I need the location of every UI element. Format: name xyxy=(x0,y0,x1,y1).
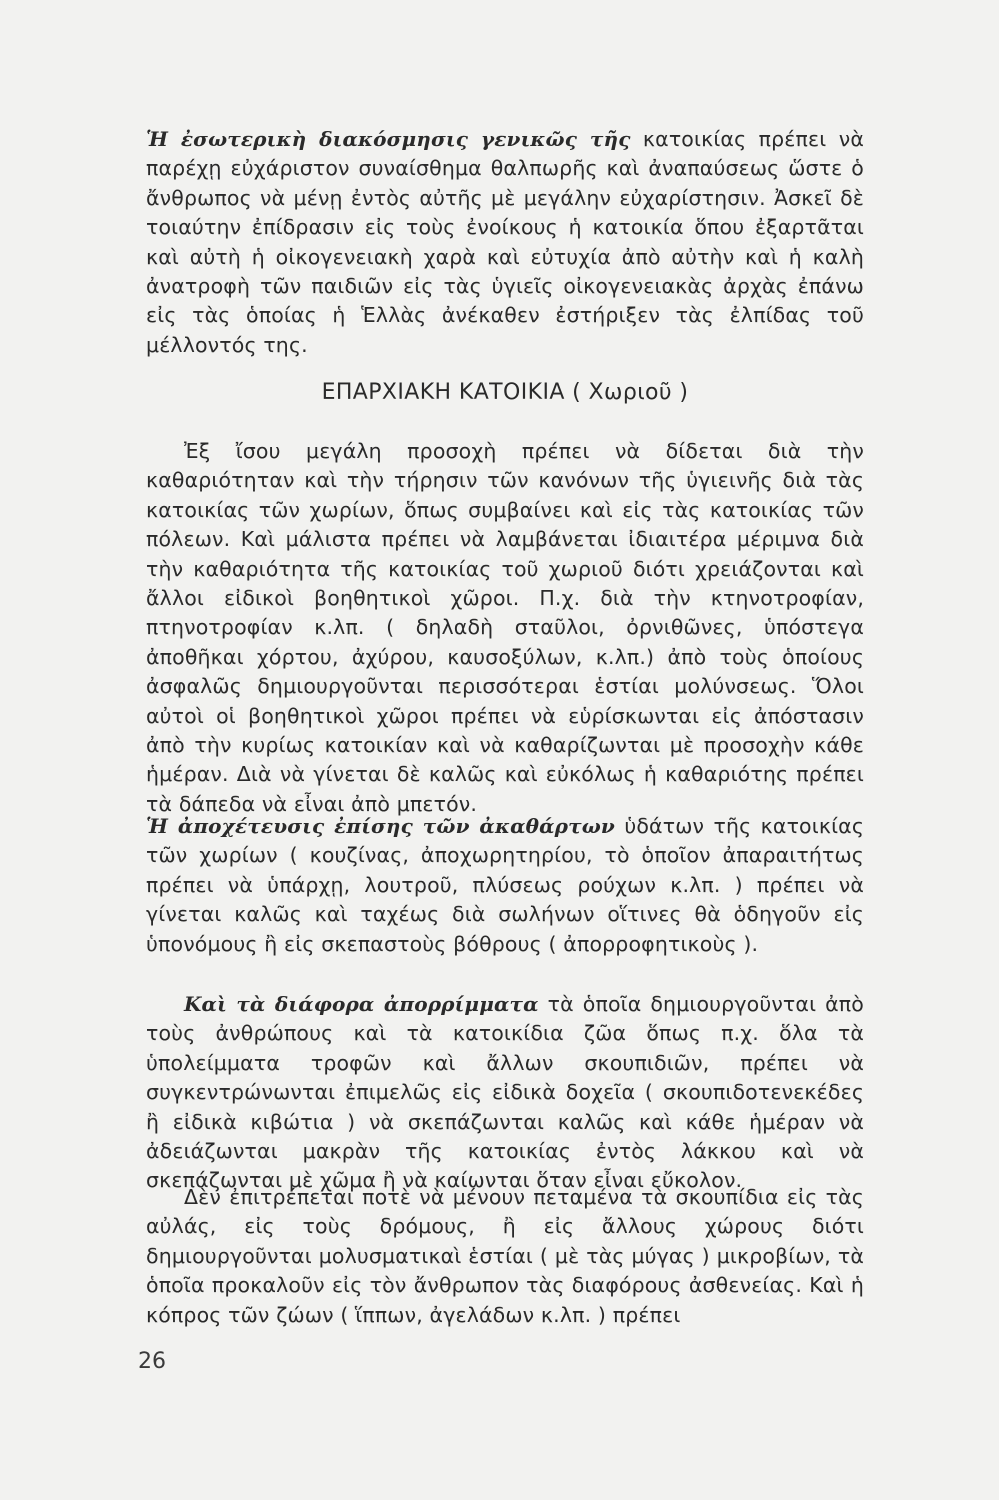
page-number: 26 xyxy=(138,1349,166,1374)
paragraph-body: κατοικίας πρέπει νὰ παρέχῃ εὐχάριστον συναίσθημα θαλπωρῆς καὶ ἀναπαύσεως ὥστε ὁ ἄνθρωπος νὰ μένῃ ἐντὸς αὐτῆς μὲ μεγάλην εὐχαρίστησιν. Ἀσκεῖ δὲ τοιαύτην ἐπίδρασιν εἰς τοὺς ἐνοίκους ἡ κατοικία ὅπου ἐξαρτᾶται καὶ αὐτὴ ἡ οἰκογενειακὴ χαρὰ καὶ εὐτυχία ἀπὸ αὐτὴν καὶ ἡ καλὴ ἀνατροφὴ τῶν παιδιῶν εἰς τὰς ὑγιεῖς οἰκογενειακὰς ἀρχὰς ἐπάνω εἰς τὰς ὁποίας ἡ Ἑλλὰς ἀνέκαθεν ἐστήριξεν τὰς ἐλπίδας τοῦ μέλλοντός της. xyxy=(146,127,864,357)
section-heading: ΕΠΑΡΧΙΑΚΗ ΚΑΤΟΙΚΙΑ ( Χωριοῦ ) xyxy=(321,380,689,405)
paragraph-lead-phrase: Ἡ ἀποχέτευσις ἐπίσης τῶν ἀκαθάρτων xyxy=(146,814,615,838)
paragraph-body: Ἐξ ἴσου μεγάλη προσοχὴ πρέπει νὰ δίδεται διὰ τὴν καθαριότηταν καὶ τὴν τήρησιν τῶν κανόνων τῆς ὑγιεινῆς διὰ τὰς κατοικίας τῶν χωρίων, ὅπως συμβαίνει καὶ εἰς τὰς κατοικίας τῶν πόλεων. Καὶ μάλιστα πρέπει νὰ λαμβάνεται ἰδιαιτέρα μέριμνα διὰ τὴν καθαριότητα τῆς κατοικίας τοῦ χωριοῦ διότι χρειάζονται καὶ ἄλλοι εἰδικοὶ βοηθητικοὶ χῶροι. Π.χ. διὰ τὴν κτηνοτροφίαν, πτηνοτροφίαν κ.λπ. ( δηλαδὴ σταῦλοι, ὀρνιθῶνες, ὑπόστεγα ἀποθῆκαι χόρτου, ἀχύρου, καυσοξύλων, κ.λπ.) ἀπὸ τοὺς ὁποίους ἀσφαλῶς δημιουργοῦνται περισσότεραι ἑστίαι μολύνσεως. Ὅλοι αὐτοὶ οἱ βοηθητικοὶ χῶροι πρέπει νὰ εὑρίσκωνται εἰς ἀπόστασιν ἀπὸ τὴν κυρίως κατοικίαν καὶ νὰ καθαρίζωνται μὲ προσοχὴν κάθε ἡμέραν. Διὰ νὰ γίνεται δὲ καλῶς καὶ εὐκόλως ἡ καθαριότης πρέπει τὰ δάπεδα νὰ εἶναι ἀπὸ μπετόν. xyxy=(146,439,864,816)
paragraph-lead-phrase: Ἡ ἐσωτερικὴ διακόσμησις γενικῶς τῆς xyxy=(146,127,631,151)
paragraph-body: τὰ ὁποῖα δημιουργοῦνται ἀπὸ τοὺς ἀνθρώπους καὶ τὰ κατοικίδια ζῶα ὅπως π.χ. ὅλα τὰ ὑπολείμματα τροφῶν καὶ ἄλλων σκουπιδιῶν, πρέπει νὰ συγκεντρώνωνται ἐπιμελῶς εἰς εἰδικὰ δοχεῖα ( σκουπιδοτενεκέδες ἢ εἰδικὰ κιβώτια ) νὰ σκεπάζωνται καλῶς καὶ κάθε ἡμέραν νὰ ἀδειάζωνται μακρὰν τῆς κατοικίας ἐντὸς λάκκου καὶ νὰ σκεπάζωνται μὲ χῶμα ἢ νὰ καίωνται ὅταν εἶναι εὔκολον. xyxy=(146,992,864,1193)
paragraph-lead-phrase: Καὶ τὰ διάφορα ἀπορρίμματα xyxy=(184,992,539,1016)
paragraph-wastewater xyxy=(146,812,864,959)
paragraph-body: Δὲν ἐπιτρέπεται ποτὲ νὰ μένουν πεταμένα τὰ σκουπίδια εἰς τὰς αὐλάς, εἰς τοὺς δρόμους, ἢ εἰς ἄλλους χώρους διότι δημιουργοῦνται μολυσματικαὶ ἑστίαι ( μὲ τὰς μύγας ) μικροβίων, τὰ ὁποῖα προκαλοῦν εἰς τὸν ἄνθρωπον τὰς διαφόρους ἀσθενείας. Καὶ ἡ κόπρος τῶν ζώων ( ἵππων, ἀγελάδων κ.λπ. ) πρέπει xyxy=(146,1185,864,1327)
paragraph-garbage-streets xyxy=(146,1183,864,1330)
paragraph-refuse xyxy=(146,990,864,1196)
paragraph-village-cleanliness xyxy=(146,437,864,819)
paragraph-body: ὑδάτων τῆς κατοικίας τῶν χωρίων ( κουζίνας, ἀποχωρητηρίου, τὸ ὁποῖον ἀπαραιτήτως πρέπει νὰ ὑπάρχῃ, λουτροῦ, πλύσεως ρούχων κ.λπ. ) πρέπει νὰ γίνεται καλῶς καὶ ταχέως διὰ σωλήνων οἵτινες θὰ ὁδηγοῦν εἰς ὑπονόμους ἢ εἰς σκεπαστοὺς βόθρους ( ἀπορροφητικοὺς ). xyxy=(146,814,865,956)
paragraph-interior-decoration xyxy=(146,125,864,360)
